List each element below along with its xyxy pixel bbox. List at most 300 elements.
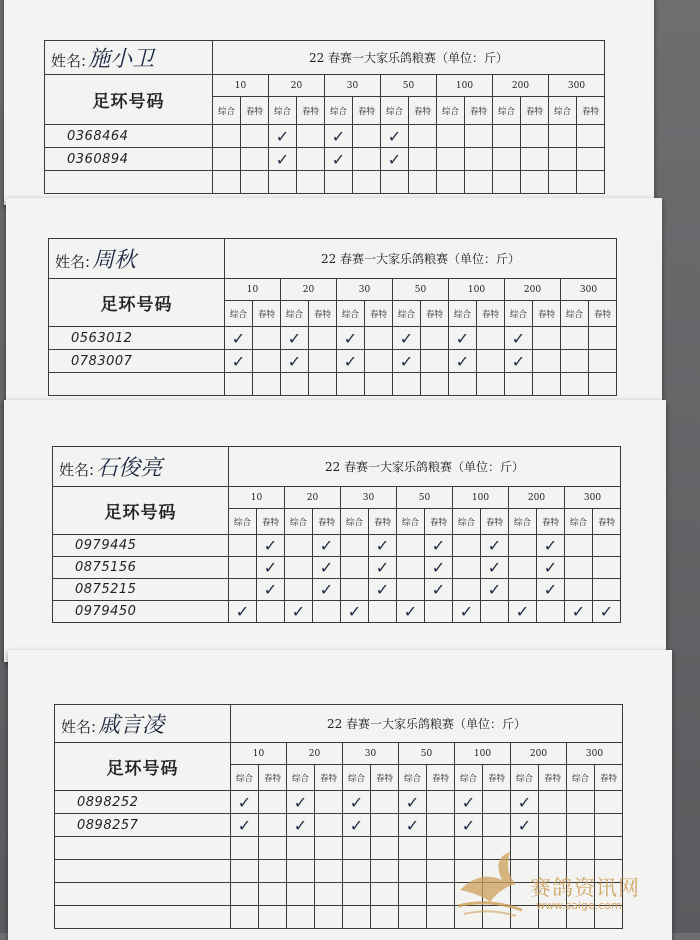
distance-header: 50 bbox=[399, 743, 455, 765]
mark-cell bbox=[381, 125, 409, 148]
mark-cell bbox=[561, 327, 589, 350]
mark-cell bbox=[325, 171, 353, 194]
mark-cell bbox=[371, 906, 399, 929]
table-row bbox=[45, 125, 605, 148]
distance-header: 50 bbox=[393, 279, 449, 301]
distance-header: 200 bbox=[505, 279, 561, 301]
type-overall: 综合 bbox=[397, 509, 425, 535]
mark-cell bbox=[313, 557, 341, 579]
distance-header: 50 bbox=[397, 487, 453, 509]
type-spring: 春特 bbox=[315, 765, 343, 791]
mark-cell bbox=[287, 860, 315, 883]
watermark-url: www.saige.com bbox=[536, 899, 622, 912]
mark-cell bbox=[213, 171, 241, 194]
ring-rows bbox=[45, 125, 605, 194]
mark-cell bbox=[481, 557, 509, 579]
name-cell bbox=[55, 705, 231, 743]
mark-cell bbox=[399, 860, 427, 883]
check-mark-icon: ✓ bbox=[343, 328, 358, 348]
type-overall: 综合 bbox=[455, 765, 483, 791]
check-mark-icon: ✓ bbox=[599, 602, 614, 621]
check-mark-icon: ✓ bbox=[287, 351, 302, 371]
mark-cell bbox=[285, 557, 313, 579]
check-mark-icon: ✓ bbox=[461, 815, 476, 835]
distance-header: 200 bbox=[511, 743, 567, 765]
mark-cell bbox=[425, 535, 453, 557]
mark-cell bbox=[561, 350, 589, 373]
mark-cell bbox=[493, 171, 521, 194]
mark-cell bbox=[521, 171, 549, 194]
mark-cell bbox=[287, 791, 315, 814]
mark-cell bbox=[593, 557, 621, 579]
distance-header: 30 bbox=[325, 75, 381, 97]
mark-cell bbox=[567, 814, 595, 837]
ring-number bbox=[55, 837, 231, 860]
mark-cell bbox=[509, 601, 537, 623]
check-mark-icon: ✓ bbox=[387, 149, 402, 169]
mark-cell bbox=[537, 579, 565, 601]
form-table-3 bbox=[52, 446, 621, 623]
mark-cell bbox=[537, 601, 565, 623]
type-overall: 综合 bbox=[325, 97, 353, 125]
mark-cell bbox=[477, 373, 505, 396]
name-value: 戚言凌 bbox=[98, 713, 165, 738]
mark-cell bbox=[593, 579, 621, 601]
mark-cell bbox=[533, 327, 561, 350]
mark-cell bbox=[427, 791, 455, 814]
mark-cell bbox=[505, 327, 533, 350]
distance-header: 300 bbox=[549, 75, 605, 97]
ring-number-header: 足环号码 bbox=[45, 75, 213, 125]
table-row bbox=[45, 148, 605, 171]
mark-cell bbox=[533, 373, 561, 396]
type-overall: 综合 bbox=[285, 509, 313, 535]
mark-cell bbox=[521, 125, 549, 148]
type-spring: 春特 bbox=[481, 509, 509, 535]
check-mark-icon: ✓ bbox=[403, 602, 418, 621]
type-spring: 春特 bbox=[483, 765, 511, 791]
mark-cell bbox=[343, 837, 371, 860]
mark-cell bbox=[231, 906, 259, 929]
check-mark-icon: ✓ bbox=[515, 602, 530, 621]
mark-cell bbox=[225, 327, 253, 350]
distance-header: 30 bbox=[341, 487, 397, 509]
mark-cell bbox=[371, 814, 399, 837]
check-mark-icon: ✓ bbox=[405, 792, 420, 812]
check-mark-icon: ✓ bbox=[343, 351, 358, 371]
type-spring: 春特 bbox=[421, 301, 449, 327]
mark-cell bbox=[253, 350, 281, 373]
mark-cell bbox=[567, 791, 595, 814]
mark-cell bbox=[231, 837, 259, 860]
mark-cell bbox=[287, 906, 315, 929]
ring-number-header: 足环号码 bbox=[53, 487, 229, 535]
mark-cell bbox=[341, 579, 369, 601]
form-sheet-1 bbox=[4, 0, 654, 205]
mark-cell bbox=[285, 535, 313, 557]
mark-cell bbox=[481, 601, 509, 623]
mark-cell bbox=[393, 327, 421, 350]
ring-number bbox=[55, 883, 231, 906]
mark-cell bbox=[509, 535, 537, 557]
name-label: 姓名: bbox=[61, 718, 97, 736]
mark-cell bbox=[269, 171, 297, 194]
ring-number: 0898252 bbox=[55, 791, 231, 814]
mark-cell bbox=[369, 557, 397, 579]
mark-cell bbox=[539, 791, 567, 814]
mark-cell bbox=[287, 883, 315, 906]
distance-header: 100 bbox=[437, 75, 493, 97]
mark-cell bbox=[259, 883, 287, 906]
type-spring: 春特 bbox=[253, 301, 281, 327]
check-mark-icon: ✓ bbox=[349, 815, 364, 835]
check-mark-icon: ✓ bbox=[405, 815, 420, 835]
mark-cell bbox=[369, 535, 397, 557]
mark-cell bbox=[393, 373, 421, 396]
check-mark-icon: ✓ bbox=[387, 126, 402, 146]
check-mark-icon: ✓ bbox=[399, 328, 414, 348]
mark-cell bbox=[337, 373, 365, 396]
mark-cell bbox=[589, 350, 617, 373]
check-mark-icon: ✓ bbox=[543, 558, 558, 577]
table-row bbox=[49, 350, 617, 373]
type-overall: 综合 bbox=[281, 301, 309, 327]
distance-header: 20 bbox=[269, 75, 325, 97]
mark-cell bbox=[493, 148, 521, 171]
type-spring: 春特 bbox=[241, 97, 269, 125]
mark-cell bbox=[549, 171, 577, 194]
check-mark-icon: ✓ bbox=[319, 558, 334, 577]
type-spring: 春特 bbox=[539, 765, 567, 791]
type-overall: 综合 bbox=[225, 301, 253, 327]
mark-cell bbox=[309, 327, 337, 350]
mark-cell bbox=[259, 837, 287, 860]
mark-cell bbox=[549, 148, 577, 171]
mark-cell bbox=[337, 327, 365, 350]
type-spring: 春特 bbox=[257, 509, 285, 535]
name-cell bbox=[45, 41, 213, 75]
mark-cell bbox=[465, 171, 493, 194]
type-spring: 春特 bbox=[427, 765, 455, 791]
ring-number-header: 足环号码 bbox=[49, 279, 225, 327]
mark-cell bbox=[399, 837, 427, 860]
mark-cell bbox=[287, 814, 315, 837]
mark-cell bbox=[343, 814, 371, 837]
ring-number: 0563012 bbox=[49, 327, 225, 350]
mark-cell bbox=[285, 601, 313, 623]
mark-cell bbox=[343, 791, 371, 814]
mark-cell bbox=[565, 601, 593, 623]
mark-cell bbox=[253, 327, 281, 350]
mark-cell bbox=[343, 906, 371, 929]
mark-cell bbox=[257, 601, 285, 623]
mark-cell bbox=[561, 373, 589, 396]
mark-cell bbox=[393, 350, 421, 373]
check-mark-icon: ✓ bbox=[237, 815, 252, 835]
distance-header: 10 bbox=[225, 279, 281, 301]
mark-cell bbox=[453, 601, 481, 623]
name-label: 姓名: bbox=[55, 253, 91, 271]
type-spring: 春特 bbox=[371, 765, 399, 791]
check-mark-icon: ✓ bbox=[511, 328, 526, 348]
ring-number-header: 足环号码 bbox=[55, 743, 231, 791]
mark-cell bbox=[593, 601, 621, 623]
mark-cell bbox=[297, 125, 325, 148]
type-overall: 综合 bbox=[437, 97, 465, 125]
mark-cell bbox=[397, 557, 425, 579]
mark-cell bbox=[257, 535, 285, 557]
name-cell bbox=[49, 239, 225, 279]
mark-cell bbox=[511, 814, 539, 837]
distance-header: 200 bbox=[493, 75, 549, 97]
type-spring: 春特 bbox=[425, 509, 453, 535]
mark-cell bbox=[449, 373, 477, 396]
mark-cell bbox=[241, 125, 269, 148]
mark-cell bbox=[281, 350, 309, 373]
type-overall: 综合 bbox=[343, 765, 371, 791]
mark-cell bbox=[371, 883, 399, 906]
mark-cell bbox=[353, 125, 381, 148]
mark-cell bbox=[539, 814, 567, 837]
table-title: 22 春赛一大家乐鸽粮赛（单位：斤） bbox=[225, 239, 617, 279]
mark-cell bbox=[577, 171, 605, 194]
ring-number: 0979450 bbox=[53, 601, 229, 623]
mark-cell bbox=[315, 860, 343, 883]
mark-cell bbox=[341, 535, 369, 557]
mark-cell bbox=[565, 557, 593, 579]
mark-cell bbox=[437, 125, 465, 148]
mark-cell bbox=[371, 837, 399, 860]
check-mark-icon: ✓ bbox=[571, 602, 586, 621]
mark-cell bbox=[315, 814, 343, 837]
distance-header: 300 bbox=[561, 279, 617, 301]
mark-cell bbox=[593, 535, 621, 557]
type-spring: 春特 bbox=[577, 97, 605, 125]
mark-cell bbox=[213, 125, 241, 148]
mark-cell bbox=[315, 883, 343, 906]
distance-header: 30 bbox=[337, 279, 393, 301]
mark-cell bbox=[281, 327, 309, 350]
check-mark-icon: ✓ bbox=[231, 328, 246, 348]
mark-cell bbox=[549, 125, 577, 148]
mark-cell bbox=[505, 373, 533, 396]
mark-cell bbox=[509, 579, 537, 601]
type-spring: 春特 bbox=[465, 97, 493, 125]
ring-number: 0875156 bbox=[53, 557, 229, 579]
check-mark-icon: ✓ bbox=[455, 328, 470, 348]
mark-cell bbox=[589, 373, 617, 396]
mark-cell bbox=[313, 579, 341, 601]
mark-cell bbox=[455, 791, 483, 814]
type-spring: 春特 bbox=[537, 509, 565, 535]
distance-header: 10 bbox=[213, 75, 269, 97]
mark-cell bbox=[231, 791, 259, 814]
mark-cell bbox=[259, 906, 287, 929]
type-spring: 春特 bbox=[533, 301, 561, 327]
mark-cell bbox=[309, 373, 337, 396]
mark-cell bbox=[577, 148, 605, 171]
type-overall: 综合 bbox=[493, 97, 521, 125]
type-overall: 综合 bbox=[381, 97, 409, 125]
check-mark-icon: ✓ bbox=[293, 792, 308, 812]
mark-cell bbox=[399, 883, 427, 906]
mark-cell bbox=[225, 350, 253, 373]
table-row bbox=[53, 535, 621, 557]
mark-cell bbox=[427, 814, 455, 837]
table-row bbox=[49, 373, 617, 396]
site-watermark bbox=[450, 850, 690, 920]
check-mark-icon: ✓ bbox=[331, 149, 346, 169]
watermark-text: 赛鸽资讯网 bbox=[530, 876, 640, 900]
mark-cell bbox=[257, 579, 285, 601]
mark-cell bbox=[309, 350, 337, 373]
type-spring: 春特 bbox=[353, 97, 381, 125]
check-mark-icon: ✓ bbox=[543, 580, 558, 599]
ring-number bbox=[55, 860, 231, 883]
type-spring: 春特 bbox=[409, 97, 437, 125]
distance-header: 100 bbox=[453, 487, 509, 509]
mark-cell bbox=[231, 883, 259, 906]
check-mark-icon: ✓ bbox=[293, 815, 308, 835]
check-mark-icon: ✓ bbox=[431, 580, 446, 599]
distance-header: 10 bbox=[229, 487, 285, 509]
mark-cell bbox=[399, 906, 427, 929]
form-table-1 bbox=[44, 40, 605, 194]
mark-cell bbox=[533, 350, 561, 373]
mark-cell bbox=[409, 148, 437, 171]
mark-cell bbox=[337, 350, 365, 373]
mark-cell bbox=[537, 557, 565, 579]
mark-cell bbox=[259, 860, 287, 883]
name-label: 姓名: bbox=[51, 52, 87, 70]
name-value: 施小卫 bbox=[88, 47, 155, 72]
distance-header: 20 bbox=[281, 279, 337, 301]
mark-cell bbox=[229, 535, 257, 557]
mark-cell bbox=[281, 373, 309, 396]
type-spring: 春特 bbox=[259, 765, 287, 791]
table-row bbox=[53, 579, 621, 601]
type-overall: 综合 bbox=[453, 509, 481, 535]
ring-number: 0979445 bbox=[53, 535, 229, 557]
table-row bbox=[45, 171, 605, 194]
table-title: 22 春赛一大家乐鸽粮赛（单位：斤） bbox=[213, 41, 605, 75]
distance-header: 10 bbox=[231, 743, 287, 765]
distance-header: 100 bbox=[455, 743, 511, 765]
name-label: 姓名: bbox=[59, 461, 95, 479]
table-title: 22 春赛一大家乐鸽粮赛（单位：斤） bbox=[229, 447, 621, 487]
check-mark-icon: ✓ bbox=[455, 351, 470, 371]
mark-cell bbox=[421, 350, 449, 373]
mark-cell bbox=[509, 557, 537, 579]
name-value: 周秋 bbox=[92, 248, 137, 273]
ring-number: 0783007 bbox=[49, 350, 225, 373]
check-mark-icon: ✓ bbox=[487, 558, 502, 577]
mark-cell bbox=[297, 148, 325, 171]
mark-cell bbox=[465, 125, 493, 148]
mark-cell bbox=[493, 125, 521, 148]
mark-cell bbox=[589, 327, 617, 350]
distance-header: 30 bbox=[343, 743, 399, 765]
name-value: 石俊亮 bbox=[96, 456, 163, 481]
distance-header: 50 bbox=[381, 75, 437, 97]
mark-cell bbox=[287, 837, 315, 860]
mark-cell bbox=[353, 148, 381, 171]
mark-cell bbox=[425, 579, 453, 601]
form-sheet-2 bbox=[6, 198, 662, 410]
mark-cell bbox=[257, 557, 285, 579]
type-overall: 综合 bbox=[549, 97, 577, 125]
check-mark-icon: ✓ bbox=[331, 126, 346, 146]
type-spring: 春特 bbox=[595, 765, 623, 791]
mark-cell bbox=[465, 148, 493, 171]
ring-rows bbox=[53, 535, 621, 623]
mark-cell bbox=[397, 579, 425, 601]
table-row bbox=[53, 557, 621, 579]
check-mark-icon: ✓ bbox=[347, 602, 362, 621]
mark-cell bbox=[369, 579, 397, 601]
type-spring: 春特 bbox=[297, 97, 325, 125]
check-mark-icon: ✓ bbox=[487, 580, 502, 599]
check-mark-icon: ✓ bbox=[399, 351, 414, 371]
type-overall: 综合 bbox=[337, 301, 365, 327]
mark-cell bbox=[371, 860, 399, 883]
mark-cell bbox=[225, 373, 253, 396]
mark-cell bbox=[253, 373, 281, 396]
mark-cell bbox=[381, 171, 409, 194]
mark-cell bbox=[449, 327, 477, 350]
distance-header: 200 bbox=[509, 487, 565, 509]
check-mark-icon: ✓ bbox=[511, 351, 526, 371]
mark-cell bbox=[425, 557, 453, 579]
type-overall: 综合 bbox=[505, 301, 533, 327]
type-overall: 综合 bbox=[561, 301, 589, 327]
mark-cell bbox=[477, 350, 505, 373]
mark-cell bbox=[365, 327, 393, 350]
mark-cell bbox=[449, 350, 477, 373]
ring-number: 0875215 bbox=[53, 579, 229, 601]
type-overall: 综合 bbox=[509, 509, 537, 535]
mark-cell bbox=[399, 791, 427, 814]
mark-cell bbox=[537, 535, 565, 557]
mark-cell bbox=[453, 579, 481, 601]
check-mark-icon: ✓ bbox=[263, 580, 278, 599]
type-overall: 综合 bbox=[213, 97, 241, 125]
check-mark-icon: ✓ bbox=[275, 149, 290, 169]
distance-header: 20 bbox=[287, 743, 343, 765]
type-overall: 综合 bbox=[565, 509, 593, 535]
name-cell bbox=[53, 447, 229, 487]
mark-cell bbox=[341, 601, 369, 623]
mark-cell bbox=[409, 171, 437, 194]
mark-cell bbox=[371, 791, 399, 814]
table-row bbox=[55, 791, 623, 814]
mark-cell bbox=[325, 148, 353, 171]
type-overall: 综合 bbox=[449, 301, 477, 327]
table-title: 22 春赛一大家乐鸽粮赛（单位：斤） bbox=[231, 705, 623, 743]
type-overall: 综合 bbox=[229, 509, 257, 535]
type-spring: 春特 bbox=[369, 509, 397, 535]
mark-cell bbox=[353, 171, 381, 194]
type-overall: 综合 bbox=[567, 765, 595, 791]
check-mark-icon: ✓ bbox=[517, 815, 532, 835]
mark-cell bbox=[421, 373, 449, 396]
mark-cell bbox=[343, 860, 371, 883]
check-mark-icon: ✓ bbox=[349, 792, 364, 812]
type-spring: 春特 bbox=[313, 509, 341, 535]
type-spring: 春特 bbox=[589, 301, 617, 327]
mark-cell bbox=[577, 125, 605, 148]
check-mark-icon: ✓ bbox=[319, 580, 334, 599]
